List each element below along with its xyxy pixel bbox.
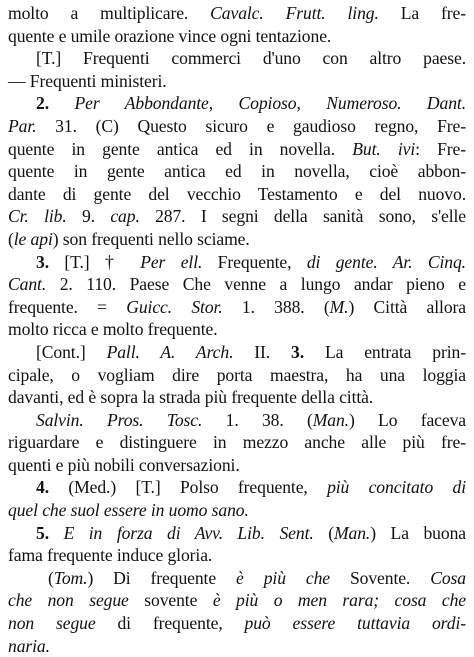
- text-line: [8, 92, 466, 115]
- text-segment: [T.] Frequenti commerci d'uno con altro paese.: [36, 48, 466, 69]
- text-line: [8, 635, 466, 657]
- italic-segment: quel che suol essere in uomo sano.: [8, 500, 249, 521]
- text-line: [8, 544, 466, 567]
- text-segment: ) La buona: [370, 522, 466, 543]
- italic-segment: è più che: [236, 567, 330, 588]
- text-line: [8, 183, 466, 206]
- text-line: [8, 115, 466, 138]
- section-number: 3.: [36, 251, 49, 272]
- text-line: [8, 296, 466, 319]
- italic-segment: M.: [329, 296, 349, 317]
- italic-segment: Cavalc. Frutt. ling.: [210, 3, 379, 23]
- italic-segment: Man.: [333, 522, 371, 543]
- text-line: [8, 25, 466, 48]
- text-segment: 1. 388. (: [222, 296, 330, 317]
- text-segment: — Frequenti ministeri.: [8, 70, 167, 91]
- text-line: [8, 589, 466, 612]
- text-segment: davanti, ed è sopra la strada più frequente della città.: [8, 387, 374, 408]
- section-number: 2.: [36, 93, 49, 114]
- italic-segment: non segue: [8, 613, 96, 634]
- section-number: 4.: [36, 477, 49, 498]
- text-segment: (: [313, 522, 334, 543]
- text-line: [8, 138, 466, 161]
- italic-segment: Guicc. Stor.: [126, 296, 223, 317]
- text-segment: Frequente,: [202, 251, 307, 272]
- text-segment: 9.: [66, 206, 111, 227]
- text-segment: di frequente,: [95, 613, 245, 634]
- italic-segment: è più o men rara; cosa che: [212, 590, 466, 611]
- text-segment: La entrata prin-: [304, 341, 466, 362]
- italic-segment: Cant.: [8, 274, 47, 295]
- text-segment: 2. 110. Paese Che venne a lungo andar pieno e: [46, 274, 466, 295]
- text-segment: quente e umile orazione vince ogni tentazione.: [8, 25, 332, 46]
- text-line: [8, 160, 466, 183]
- italic-segment: le api: [13, 228, 53, 249]
- text-line: [8, 205, 466, 228]
- text-segment: cipale, o vogliam dire porta maestra, ha una loggia: [8, 364, 466, 385]
- text-line: [8, 364, 466, 387]
- text-segment: fama frequente induce gloria.: [8, 545, 213, 566]
- italic-segment: può essere tuttavia ordi-: [244, 613, 466, 634]
- italic-segment: più concitato di: [327, 477, 466, 498]
- text-line: [8, 386, 466, 409]
- text-segment: [49, 523, 64, 543]
- text-segment: quenti e più nobili conversazioni.: [8, 454, 240, 475]
- italic-segment: Cosa: [430, 567, 466, 588]
- text-segment: ) Città allora: [348, 296, 466, 317]
- italic-segment: Per ell.: [140, 251, 203, 272]
- italic-segment: E in forza di Avv. Lib. Sent.: [63, 522, 314, 543]
- text-line: [8, 499, 466, 522]
- text-segment: II.: [233, 341, 292, 362]
- italic-segment: Salvin. Pros. Tosc.: [36, 409, 203, 430]
- text-segment: quente in gente antica ed in novella.: [8, 138, 353, 159]
- text-segment: 31. (C) Questo sicuro e gaudioso regno, Fre-: [36, 115, 466, 136]
- text-line: [8, 476, 466, 499]
- text-line: [8, 47, 466, 70]
- text-line: [8, 341, 466, 364]
- text-segment: sovente: [128, 590, 213, 611]
- text-segment: Sovente.: [329, 567, 431, 588]
- text-segment: riguardare e distinguere in mezzo anche alle più fre-: [8, 432, 466, 453]
- text-line: [8, 454, 466, 477]
- text-line: [8, 228, 466, 251]
- italic-segment: Per Abbondante, Copioso, Numeroso. Dant.: [74, 93, 466, 114]
- text-line: [8, 612, 466, 635]
- italic-segment: che non segue: [8, 590, 129, 611]
- italic-segment: Tom.: [53, 567, 88, 588]
- italic-segment: Par.: [8, 115, 37, 136]
- text-segment: ) Di frequente: [87, 567, 237, 588]
- text-segment: La fre-: [378, 3, 466, 23]
- text-segment: (Med.) [T.] Polso frequente,: [49, 477, 328, 498]
- italic-segment: Man.: [312, 409, 349, 430]
- text-segment: quente in gente antica ed in novella, cioè abbon-: [8, 161, 466, 182]
- text-segment: molto ricca e molto frequente.: [8, 319, 218, 340]
- italic-segment: But. ivi: [352, 138, 416, 159]
- italic-segment: Pall. A. Arch.: [106, 341, 234, 362]
- text-segment: molto a multiplicare.: [8, 3, 211, 23]
- text-segment: [49, 93, 74, 113]
- text-segment: ) son frequenti nello sciame.: [52, 228, 250, 249]
- text-line: [8, 273, 466, 296]
- text-line: [8, 70, 466, 93]
- section-number: 5.: [36, 522, 49, 543]
- text-segment: ) Lo faceva: [348, 409, 466, 430]
- text-segment: dante di gente del vecchio Testamento e del nuovo.: [8, 183, 466, 204]
- text-line: [8, 2, 466, 25]
- text-line: [8, 567, 466, 590]
- italic-segment: cap.: [110, 206, 140, 227]
- text-segment: : Fre-: [415, 138, 466, 159]
- text-segment: [Cont.]: [36, 341, 107, 362]
- section-number: 3.: [291, 341, 305, 362]
- text-segment: (: [48, 567, 54, 588]
- text-line: [8, 522, 466, 545]
- italic-segment: naria.: [8, 635, 50, 656]
- text-segment: [T.] †: [49, 251, 141, 272]
- italic-segment: Cr. lib.: [8, 206, 67, 227]
- text-segment: 1. 38. (: [202, 409, 313, 430]
- text-line: [8, 251, 466, 274]
- text-line: [8, 409, 466, 432]
- text-segment: frequente. =: [8, 296, 127, 317]
- text-line: [8, 431, 466, 454]
- italic-segment: di gente. Ar. Cinq.: [306, 251, 466, 272]
- text-segment: 287. I segni della sanità sono, s'elle: [139, 206, 467, 227]
- text-line: [8, 318, 466, 341]
- text-segment: (: [8, 228, 14, 249]
